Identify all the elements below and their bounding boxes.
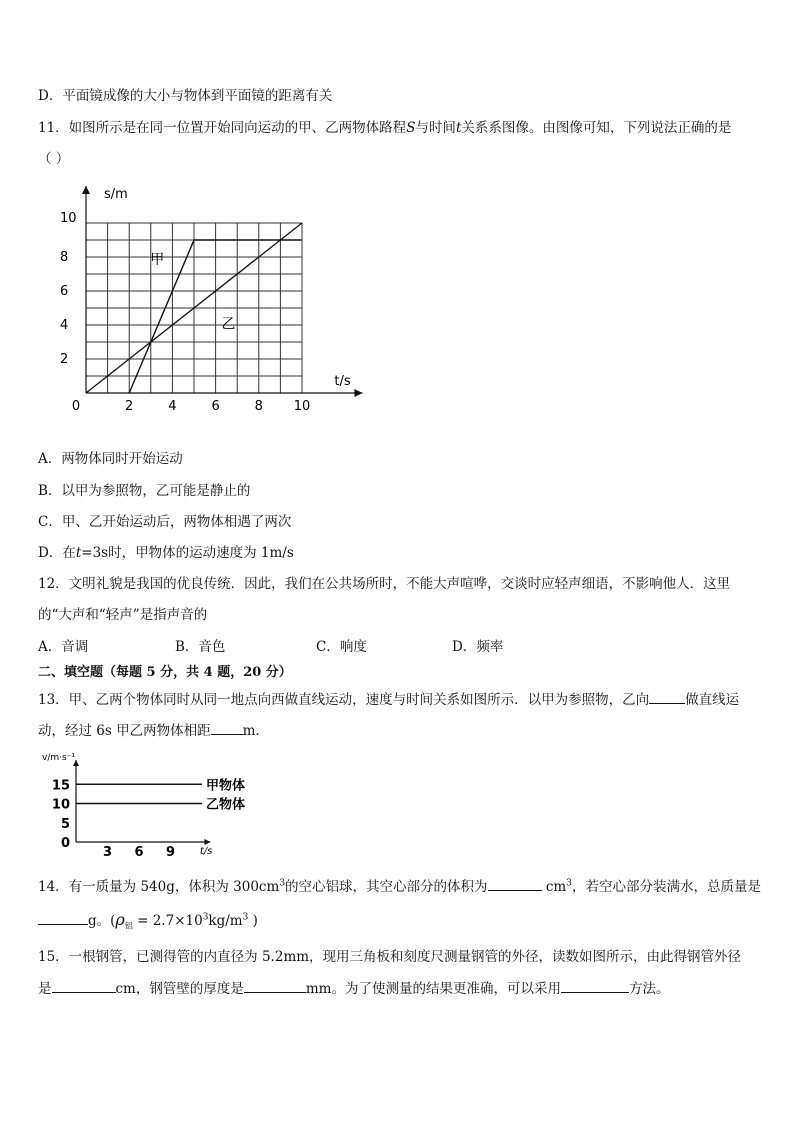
q13-blank-1[interactable] <box>649 689 685 704</box>
q12-stem-line2: 的“大声和“轻声”是指声音的 <box>38 607 208 623</box>
q13-text-pre: 13．甲、乙两个物体同时从同一地点向西做直线运动，速度与时间关系如图所示．以甲为参照物，乙向 <box>38 692 650 708</box>
q14-text-mid: 的空心铝球，其空心部分的体积为 <box>285 879 488 895</box>
q14-stem-line1 <box>38 875 761 895</box>
q14-line2-end: ) <box>248 913 258 929</box>
x-tick-label: 8 <box>254 399 263 414</box>
q15-blank-2[interactable] <box>244 978 306 993</box>
q11-option-d-pre: D．在 <box>38 545 76 561</box>
q11-option-d-var: t <box>75 545 82 561</box>
q13-v-t-chart <box>38 750 246 862</box>
q12-stem-line1: 12．文明礼貌是我国的优良传统．因此，我们在公共场所时，不能大声喧哗，交谈时应轻声细语，不影响他人．这里 <box>38 576 731 592</box>
series-label-jia: 甲 <box>150 251 165 268</box>
q14-formula-unit: kg/m <box>208 913 243 929</box>
y-tick-label: 6 <box>60 284 69 299</box>
q11-option-c: C．甲、乙开始运动后，两物体相遇了两次 <box>38 514 292 530</box>
q14-unit-sup: 3 <box>566 878 572 889</box>
q14-text-post: ，若空心部分装满水，总质量是 <box>571 879 761 895</box>
q12-option-c: C．响度 <box>316 639 367 655</box>
q11-stem-post: 关系系图像。由图像可知，下列说法正确的是 <box>461 120 732 136</box>
q14-blank-1[interactable] <box>488 876 542 891</box>
x-tick-label: 3 <box>102 845 113 860</box>
y-tick-label: 10 <box>51 797 70 813</box>
q11-var-t: t <box>455 120 462 136</box>
q15-stem-line2 <box>38 977 669 997</box>
q14-unit-g: g。( <box>88 913 116 929</box>
y-tick-label: 15 <box>51 778 70 794</box>
y-tick-label: 0 <box>60 836 70 851</box>
q13-text-post: 做直线运 <box>685 692 740 708</box>
q11-var-s: S <box>406 120 416 136</box>
q13-stem-line1 <box>38 688 739 708</box>
q11-stem-line2: （ ） <box>38 151 70 167</box>
x-tick-label: 0 <box>71 399 81 414</box>
q11-option-a: A．两物体同时开始运动 <box>38 451 183 467</box>
q14-rho: ρ <box>115 910 125 929</box>
x-axis-label: t/s <box>334 374 351 389</box>
x-tick-label: 4 <box>168 399 177 414</box>
section-2-heading: 二、填空题（每题 5 分，共 4 题，20 分） <box>38 665 292 680</box>
y-axis-label: s/m <box>104 187 128 202</box>
x-tick-label: 6 <box>134 845 144 860</box>
q14-text-pre: 14．有一质量为 540g，体积为 300cm <box>38 879 280 895</box>
y-tick-label: 10 <box>60 211 77 226</box>
x-tick-label: 2 <box>125 399 134 414</box>
q12-option-a: A．音调 <box>38 639 89 655</box>
q15-unit-mm: mm。为了使测量的结果更准确，可以采用 <box>305 981 561 997</box>
q11-stem-line1 <box>38 116 731 136</box>
q14-unit: cm <box>545 879 567 895</box>
q11-option-b: B．以甲为参照物，乙可能是静止的 <box>38 483 251 499</box>
y-tick-label: 8 <box>60 250 69 265</box>
x-tick-label: 10 <box>293 399 311 414</box>
q14-rho-sub: 铝 <box>124 921 133 931</box>
q10-option-d: D．平面镜成像的大小与物体到平面镜的距离有关 <box>38 88 333 104</box>
q14-formula-sup: 3 <box>202 912 209 923</box>
q13-line2-pre: 动，经过 6s 甲乙两物体相距 <box>38 723 211 739</box>
q15-stem-line1: 15．一根钢管，已测得管的内直径为 5.2mm，现用三角板和刻度尺测量钢管的外径，读数如图所示，由此得钢管外径 <box>38 949 742 965</box>
series-label-1: 乙物体 <box>206 797 246 813</box>
y-tick-label: 2 <box>60 352 69 367</box>
y-tick-label: 5 <box>60 816 70 832</box>
q14-formula: = 2.7×10 <box>132 913 203 929</box>
q11-s-t-chart <box>50 178 370 418</box>
q15-unit-cm: cm，钢管壁的厚度是 <box>115 981 244 997</box>
series-label-0: 甲物体 <box>206 778 246 794</box>
q12-option-b: B．音色 <box>175 639 226 655</box>
q15-blank-3[interactable] <box>561 978 629 993</box>
q11-option-d-post: =3s时，甲物体的运动速度为 1m/s <box>81 545 294 561</box>
y-axis-arrow <box>82 186 90 194</box>
x-axis-arrow <box>354 389 362 397</box>
x-axis-arrow <box>204 839 210 845</box>
q14-formula-unit-sup: 3 <box>242 912 249 923</box>
q11-stem-mid: 与时间 <box>415 120 456 136</box>
x-axis-label: t/s <box>199 846 213 857</box>
q11-option-d <box>38 541 294 561</box>
y-tick-label: 4 <box>60 318 69 333</box>
q14-stem-line2 <box>38 909 258 932</box>
q13-stem-line2 <box>38 719 269 739</box>
series-label-yi: 乙 <box>221 316 236 333</box>
q15-text-pre: 是 <box>38 981 52 997</box>
q15-text-post: 方法。 <box>628 981 670 997</box>
q12-option-d: D．频率 <box>452 639 504 655</box>
q15-blank-1[interactable] <box>52 978 116 993</box>
q14-sup: 3 <box>279 878 286 889</box>
q14-blank-2[interactable] <box>38 910 88 925</box>
x-tick-label: 6 <box>211 399 220 414</box>
q13-line2-post: m． <box>242 723 269 739</box>
x-tick-label: 9 <box>165 845 176 860</box>
q13-blank-2[interactable] <box>211 720 243 735</box>
q11-stem-text: 11．如图所示是在同一位置开始同向运动的甲、乙两物体路程 <box>38 120 407 136</box>
y-axis-label: v/m·s⁻¹ <box>42 753 76 763</box>
